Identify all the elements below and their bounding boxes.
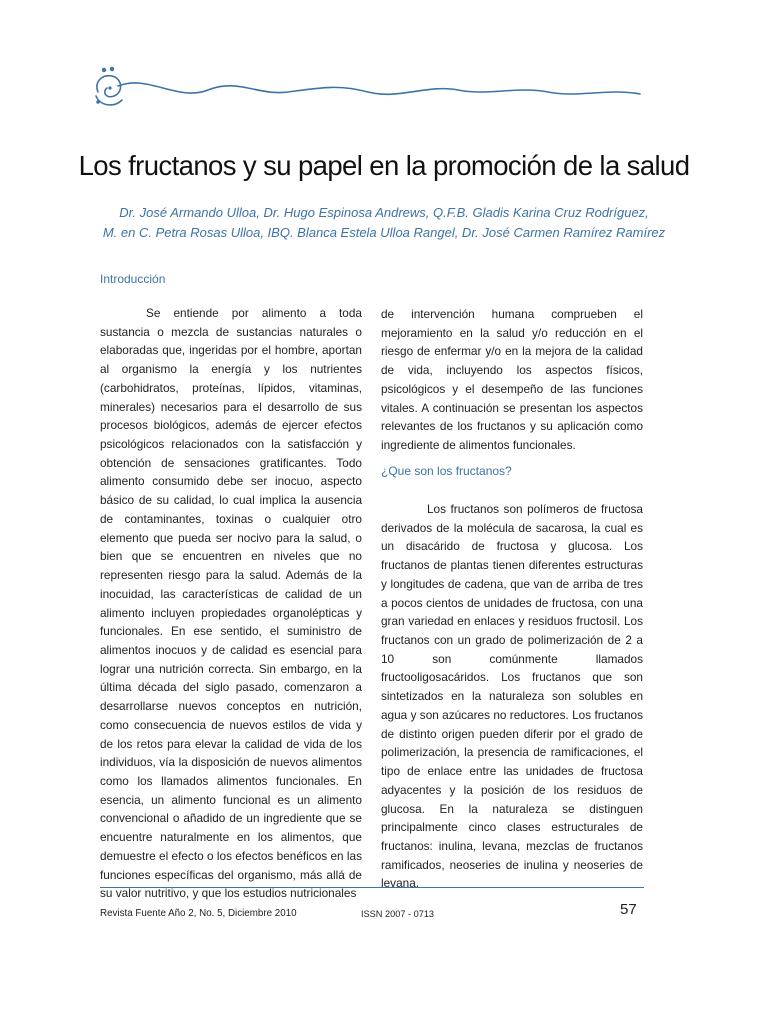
section-heading-fructanos: ¿Que son los fructanos? xyxy=(381,464,512,478)
issn-label: ISSN 2007 - 0713 xyxy=(361,909,435,919)
article-title: Los fructanos y su papel en la promoción de la salud xyxy=(78,150,690,181)
wave-swirl-ornament-icon xyxy=(88,62,648,114)
section-heading-introduccion: Introducción xyxy=(100,272,166,286)
page-number: 57 xyxy=(620,901,637,918)
intro-paragraph: Se entiende por alimento a toda sustancia o mezcla de sustancias naturales o elaboradas que, ingeridas por el hombre, aportan al organismo la energía y los nutrientes (carbohidratos, proteínas, lípidos, vitaminas, minerales) necesarios para el desarrollo de sus procesos biológicos, además de ejercer efectos psicológicos relacionados con la satisfacción y obtención de sensaciones gratificantes. Todo alimento consumido debe ser inocuo, aspecto básico de su calidad, lo cual implica la ausencia de contaminantes, toxinas o cualquier otro elemento que pueda ser nocivo para la salud, o bien que se encuentren en niveles que no representen riesgo para la salud. Además de la inocuidad, las características de calidad de un alimento incluyen propiedades organolépticas y funcionales. En ese sentido, el suministro de alimentos inocuos y de calidad es esencial para lograr una nutrición correcta. Sin embargo, en la última década del siglo pasado, comenzaron a desarrollarse nuevos conceptos en nutrición, como consecuencia de nuevos estilos de vida y de los retos para elevar la calidad de vida de los individuos, vía la disposición de nuevos alimentos como los llamados alimentos funcionales. En esencia, un alimento funcional es un alimento convencional o añadido de un ingrediente que se encuentre naturalmente en los alimentos, que demuestre el efecto o los efectos benéficos en las funciones específicas del organismo, más allá de su valor nutritivo, y que los estudios nutricionales xyxy=(100,306,362,901)
authors-line: M. en C. Petra Rosas Ulloa, IBQ. Blanca Estela Ulloa Rangel, Dr. José Carmen Ramírez Ramírez xyxy=(102,225,666,240)
footer-divider xyxy=(100,887,644,888)
left-column xyxy=(100,304,362,903)
right-column xyxy=(381,305,643,455)
authors-block xyxy=(60,203,708,243)
fructanos-paragraph: Los fructanos son polímeros de fructosa derivados de la molécula de sacarosa, la cual es un disacárido de fructosa y glucosa. Los fructanos de plantas tienen diferentes estructuras y longitudes de cadena, que van de arriba de tres a pocos cientos de unidades de fructosa, con una gran variedad en enlaces y residuos fructosil. Los fructanos con un grado de polimerización de 2 a 10 son comúnmente llamados fructooligosacáridos. Los fructanos que son sintetizados en la naturaleza son solubles en agua y son azúcares no reductores. Los fructanos de distinto origen pueden diferir por el grado de polimerización, la presencia de ramificaciones, el tipo de enlace entre las unidades de fructosa adyacentes y la posición de los residuos de glucosa. En la naturaleza se distinguen principalmente cinco clases estructurales de fructanos: inulina, levana, mezclas de fructanos ramificados, neoseries de inulina y neoseries de levana. xyxy=(381,502,643,891)
journal-citation: Revista Fuente Año 2, No. 5, Diciembre 2010 xyxy=(100,908,297,919)
authors-line: Dr. José Armando Ulloa, Dr. Hugo Espinosa Andrews, Q.F.B. Gladis Karina Cruz Rodríguez, xyxy=(119,205,649,220)
intro-paragraph-continued: de intervención humana comprueben el mejoramiento en la salud y/o reducción en el riesgo de enfermar y/o en la mejora de la calidad de vida, incluyendo los aspectos físicos, psicológicos y el desempeño de las funciones vitales. A continuación se presentan los aspectos relevantes de los fructanos y su aplicación como ingrediente de alimentos funcionales. xyxy=(381,307,643,453)
